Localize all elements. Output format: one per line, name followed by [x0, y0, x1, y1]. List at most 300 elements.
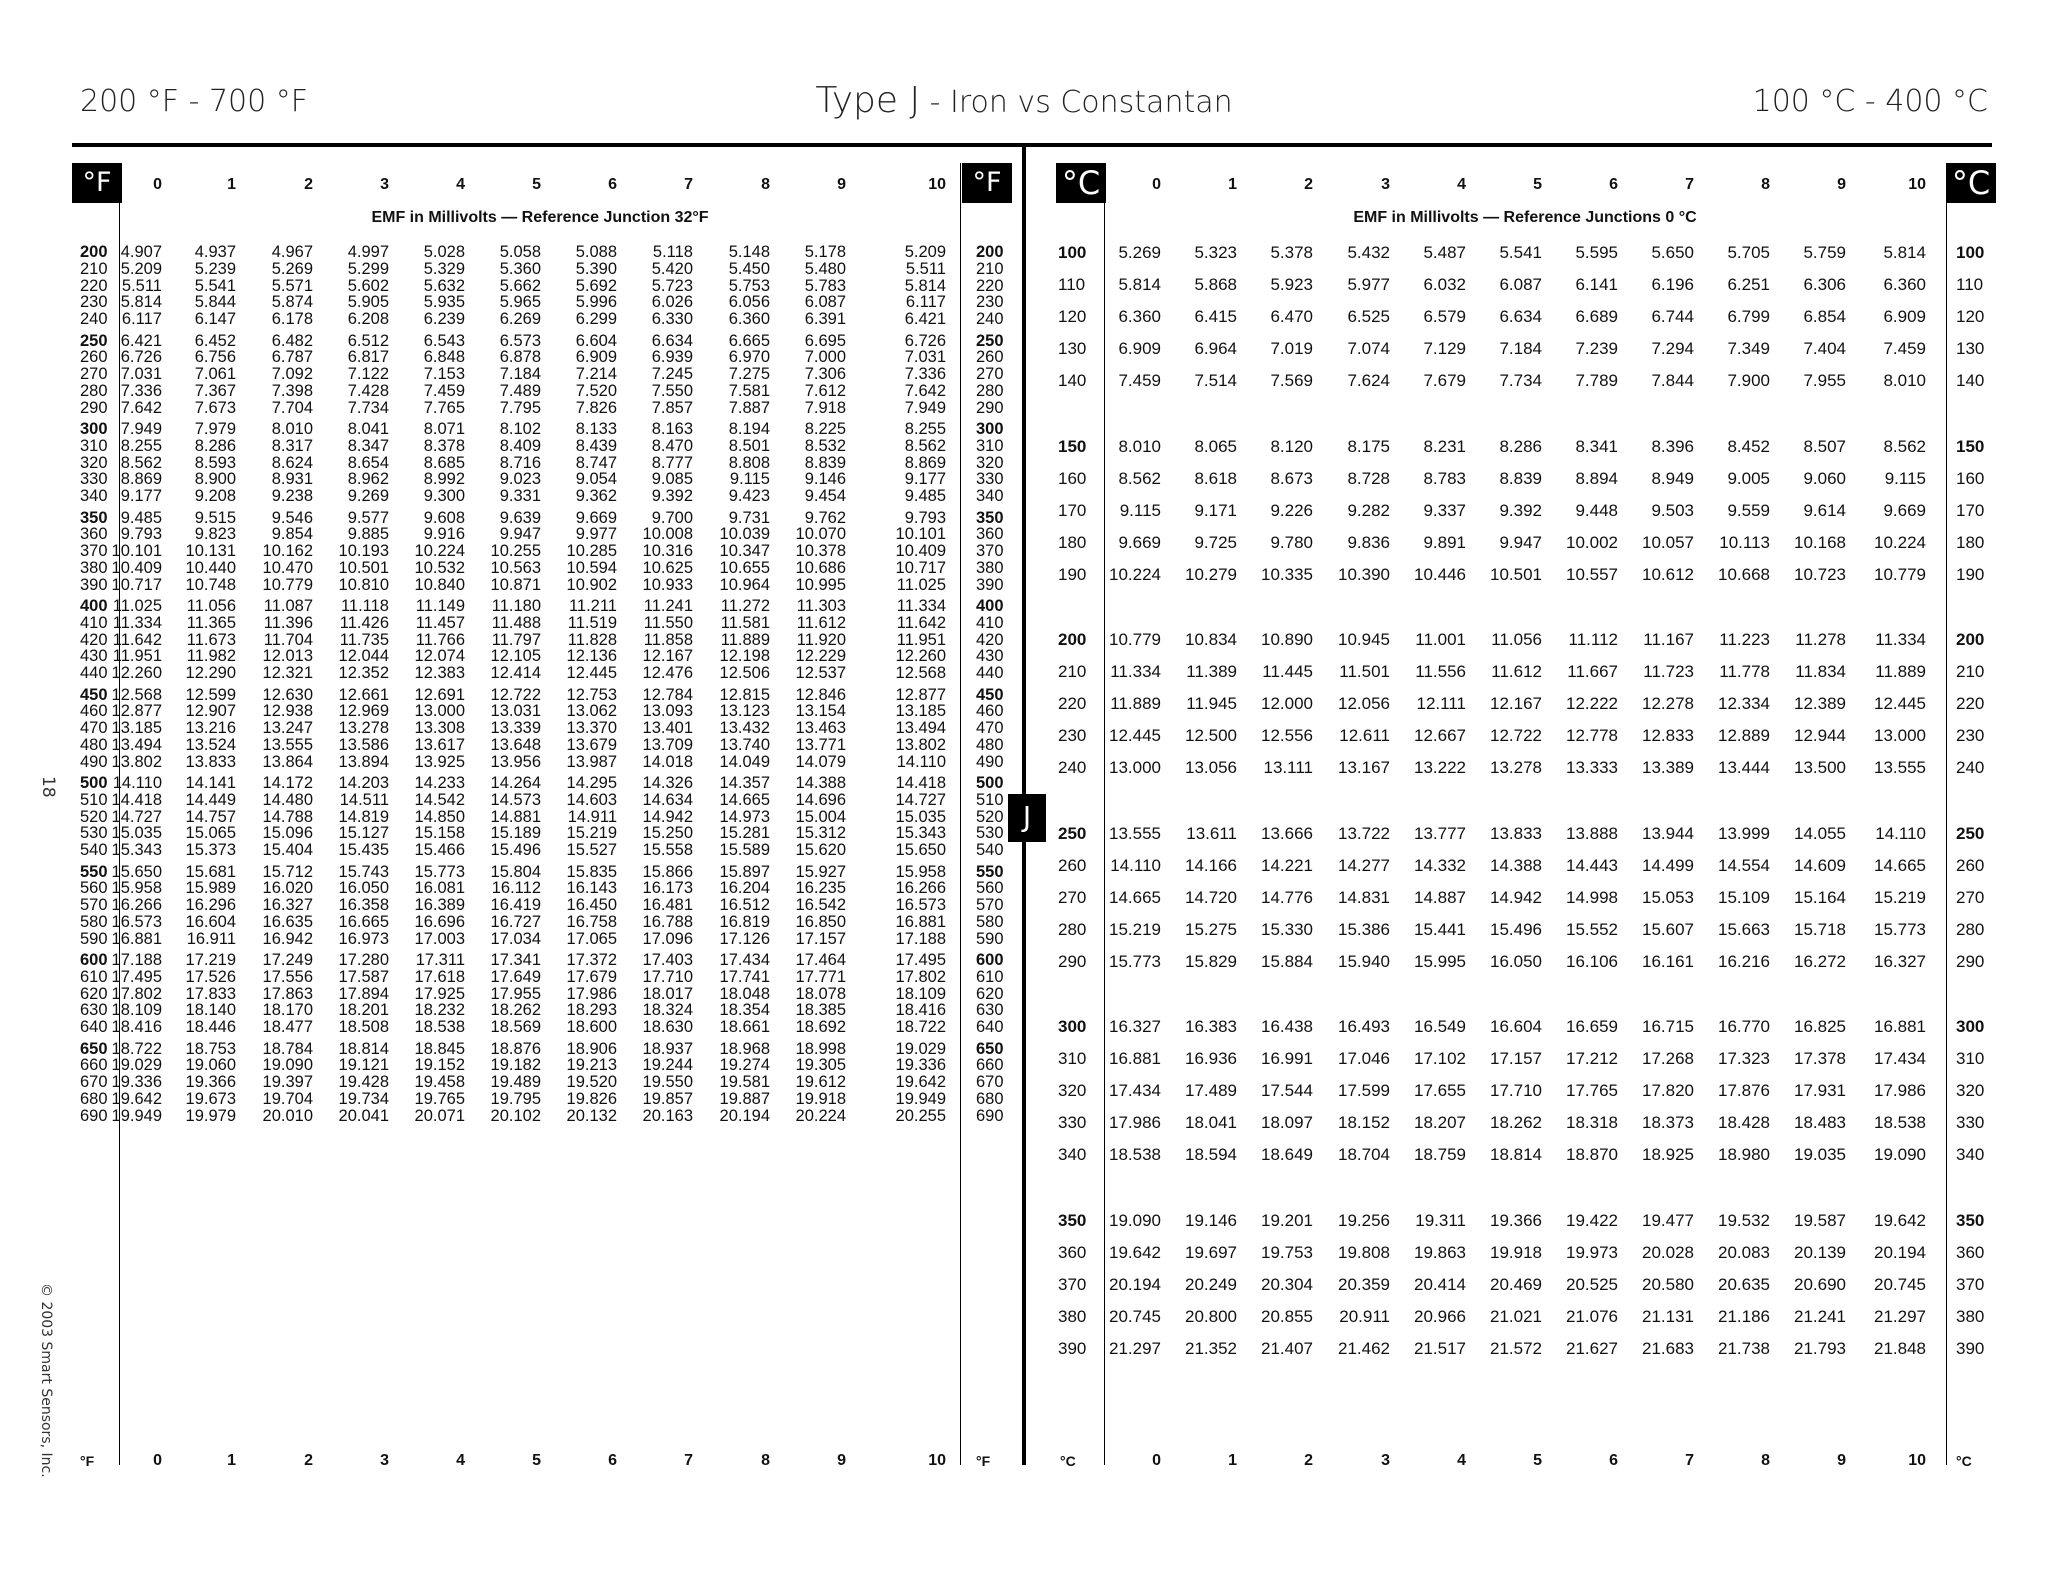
f-row-label: 540: [80, 841, 108, 860]
c-row-label-right: 210: [1956, 662, 1985, 681]
c-emf-value: 14.443: [1566, 855, 1618, 875]
f-emf-value: 15.712: [262, 862, 313, 881]
f-emf-value: 7.918: [804, 398, 846, 417]
c-emf-value: 8.120: [1270, 436, 1313, 456]
f-emf-value: 15.312: [795, 824, 846, 843]
f-row-label: 330: [80, 470, 108, 489]
f-emf-value: 8.286: [194, 436, 236, 455]
c-emf-value: 6.141: [1575, 275, 1618, 294]
f-emf-value: 19.765: [414, 1089, 465, 1108]
c-emf-value: 16.936: [1185, 1049, 1237, 1068]
c-emf-value: 17.268: [1642, 1049, 1694, 1068]
f-emf-value: 18.753: [185, 1039, 236, 1058]
c-emf-value: 7.294: [1651, 339, 1694, 358]
f-emf-value: 16.819: [719, 912, 770, 931]
c-emf-value: 15.663: [1718, 919, 1770, 939]
f-emf-value: 12.476: [642, 664, 693, 683]
f-emf-value: 10.810: [338, 575, 389, 594]
c-emf-value: 17.820: [1642, 1081, 1694, 1100]
f-emf-value: 9.885: [347, 525, 389, 544]
f-row-label: 690: [80, 1106, 108, 1125]
c-emf-value: 12.000: [1261, 694, 1313, 713]
c-emf-value: 14.332: [1414, 855, 1466, 875]
f-emf-value: 13.709: [642, 735, 693, 754]
f-emf-value: 10.347: [719, 542, 770, 561]
c-emf-value: 21.683: [1642, 1338, 1694, 1358]
f-emf-value: 15.404: [262, 841, 313, 860]
c-emf-value: 5.432: [1347, 243, 1390, 262]
f-emf-value: 13.062: [566, 702, 617, 721]
f-emf-value: 15.004: [795, 807, 846, 826]
f-row-label-right: 550: [976, 862, 1004, 881]
f-emf-value: 8.133: [575, 420, 617, 438]
f-emf-value: 12.321: [262, 664, 313, 683]
f-emf-value: 18.845: [414, 1039, 465, 1058]
c-emf-value: 10.945: [1338, 630, 1390, 649]
f-emf-value: 5.480: [804, 259, 846, 278]
c-emf-value: 6.744: [1651, 307, 1694, 326]
c-emf-value: 17.212: [1566, 1049, 1618, 1068]
f-emf-value: 8.255: [904, 420, 946, 438]
c-emf-value: 12.167: [1490, 694, 1542, 713]
f-emf-value: 16.050: [338, 879, 389, 898]
c-emf-value: 8.839: [1499, 468, 1542, 488]
f-emf-value: 18.170: [262, 1001, 313, 1020]
f-emf-value: 14.357: [719, 774, 770, 792]
f-emf-value: 8.470: [651, 436, 693, 455]
c-emf-value: 9.337: [1423, 500, 1466, 520]
f-emf-value: 10.902: [566, 575, 617, 594]
f-emf-value: 12.352: [338, 664, 389, 683]
f-emf-value: 14.418: [895, 774, 946, 792]
c-emf-value: 20.855: [1261, 1306, 1313, 1326]
f-emf-value: 8.900: [194, 470, 236, 489]
c-row-label-right: 330: [1956, 1113, 1985, 1132]
f-emf-value: 14.233: [414, 774, 465, 792]
c-emf-value: 5.814: [1118, 275, 1161, 294]
f-emf-value: 5.814: [904, 276, 946, 295]
c-emf-value: 6.196: [1651, 275, 1694, 294]
f-emf-value: 13.185: [111, 719, 162, 738]
f-emf-value: 5.269: [271, 259, 313, 278]
c-emf-value: 17.710: [1490, 1081, 1542, 1100]
c-emf-value: 15.053: [1642, 887, 1694, 907]
f-emf-value: 18.078: [795, 984, 846, 1003]
f-emf-value: 17.188: [895, 929, 946, 948]
f-emf-value: 7.979: [194, 420, 236, 438]
f-emf-value: 7.673: [194, 398, 236, 417]
f-emf-value: 16.573: [111, 912, 162, 931]
c-emf-value: 12.889: [1718, 726, 1770, 745]
c-emf-value: 6.634: [1499, 307, 1542, 326]
f-emf-value: 9.823: [194, 525, 236, 544]
c-emf-value: 13.777: [1414, 823, 1466, 843]
f-emf-value: 18.109: [895, 984, 946, 1003]
f-emf-value: 6.117: [121, 310, 162, 329]
c-emf-value: 13.722: [1338, 823, 1390, 843]
c-emf-value: 5.323: [1194, 243, 1237, 262]
f-emf-value: 13.648: [490, 735, 541, 754]
c-emf-value: 7.239: [1575, 339, 1618, 358]
c-emf-value: 15.607: [1642, 919, 1694, 939]
f-row-label-right: 650: [976, 1039, 1004, 1058]
f-emf-value: 14.542: [414, 790, 465, 809]
f-emf-value: 5.632: [423, 276, 465, 295]
c-emf-value: 19.366: [1490, 1210, 1542, 1230]
c-emf-value: 17.102: [1414, 1049, 1466, 1068]
c-emf-value: 7.734: [1499, 371, 1542, 390]
c-emf-value: 16.216: [1718, 951, 1770, 971]
c-row-label: 110: [1058, 275, 1086, 294]
c-emf-value: 11.001: [1415, 630, 1466, 649]
f-emf-value: 13.586: [338, 735, 389, 754]
f-emf-value: 12.105: [490, 647, 541, 666]
f-emf-value: 17.802: [111, 984, 162, 1003]
f-emf-value: 18.232: [414, 1001, 465, 1020]
f-emf-value: 7.459: [423, 381, 465, 400]
f-emf-value: 19.274: [719, 1056, 770, 1075]
f-emf-value: 9.977: [575, 525, 617, 544]
f-emf-value: 8.102: [499, 420, 541, 438]
f-emf-value: 8.532: [804, 436, 846, 455]
c-emf-value: 18.980: [1718, 1145, 1770, 1164]
c-emf-value: 17.599: [1338, 1081, 1390, 1100]
c-emf-value: 18.483: [1794, 1113, 1846, 1132]
f-row-label: 480: [80, 735, 108, 754]
f-row-label-right: 330: [976, 470, 1004, 489]
f-emf-value: 8.010: [271, 420, 313, 438]
f-row-label-right: 480: [976, 735, 1004, 754]
f-emf-value: 6.026: [651, 293, 693, 312]
c-row-label: 250: [1058, 823, 1087, 843]
c-emf-value: 15.219: [1874, 887, 1926, 907]
f-row-label-right: 380: [976, 558, 1004, 577]
c-emf-value: 5.705: [1727, 243, 1770, 262]
c-row-label: 360: [1058, 1242, 1087, 1262]
f-emf-value: 19.090: [262, 1056, 313, 1075]
f-row-label: 310: [80, 436, 108, 455]
f-row-label-right: 280: [976, 381, 1004, 400]
f-emf-value: 19.979: [185, 1106, 236, 1125]
f-emf-value: 5.692: [575, 276, 617, 295]
c-emf-value: 5.650: [1651, 243, 1694, 262]
f-row-label: 200: [80, 243, 108, 261]
f-emf-value: 8.562: [120, 453, 162, 472]
c-row-label-right: 250: [1956, 823, 1985, 843]
f-emf-value: 9.916: [423, 525, 465, 544]
f-emf-value: 15.958: [895, 862, 946, 881]
c-emf-value: 20.800: [1185, 1306, 1237, 1326]
c-row-label-right: 370: [1956, 1274, 1985, 1294]
f-emf-value: 11.303: [796, 597, 846, 615]
f-emf-value: 16.604: [185, 912, 236, 931]
c-emf-value: 12.722: [1490, 726, 1542, 745]
f-emf-value: 17.403: [642, 951, 693, 969]
c-emf-value: 16.438: [1261, 1017, 1313, 1036]
f-emf-value: 11.334: [896, 597, 946, 615]
c-emf-value: 13.833: [1490, 823, 1542, 843]
f-emf-value: 8.747: [575, 453, 617, 472]
f-row-label: 320: [80, 453, 108, 472]
f-emf-value: 16.911: [186, 929, 236, 948]
f-right-rule: [960, 163, 961, 1465]
c-emf-value: 7.844: [1651, 371, 1694, 390]
f-emf-value: 15.127: [338, 824, 389, 843]
f-emf-value: 19.704: [262, 1089, 313, 1108]
c-emf-value: 21.186: [1718, 1306, 1770, 1326]
f-emf-value: 11.982: [186, 647, 236, 666]
f-emf-value: 12.722: [490, 685, 541, 704]
f-emf-value: 17.556: [262, 967, 313, 986]
c-row-label: 240: [1058, 758, 1087, 777]
f-row-label: 460: [80, 702, 108, 721]
f-emf-value: 6.452: [194, 331, 236, 350]
f-emf-value: 5.118: [652, 243, 693, 261]
c-emf-value: 15.773: [1109, 951, 1161, 971]
c-emf-value: 21.627: [1566, 1338, 1618, 1358]
c-emf-value: 6.964: [1194, 339, 1237, 358]
f-emf-value: 7.550: [651, 381, 693, 400]
f-emf-value: 17.741: [719, 967, 770, 986]
f-emf-value: 7.612: [804, 381, 846, 400]
f-row-label-right: 420: [976, 630, 1004, 649]
f-row-label-right: 530: [976, 824, 1004, 843]
c-emf-value: 7.789: [1575, 371, 1618, 390]
title-type: Type J: [815, 80, 921, 121]
celsius-footer-unit-left: °C: [1060, 1453, 1076, 1469]
f-emf-value: 12.506: [719, 664, 770, 683]
f-emf-value: 15.189: [490, 824, 541, 843]
f-emf-value: 13.925: [414, 752, 465, 771]
c-emf-value: 21.738: [1718, 1338, 1770, 1358]
f-emf-value: 19.918: [795, 1089, 846, 1108]
f-emf-value: 10.378: [795, 542, 846, 561]
f-emf-value: 19.336: [111, 1073, 162, 1092]
f-emf-value: 14.049: [719, 752, 770, 771]
f-emf-value: 14.665: [719, 790, 770, 809]
f-emf-value: 6.634: [651, 331, 693, 350]
c-emf-value: 19.918: [1490, 1242, 1542, 1262]
c-emf-value: 7.074: [1347, 339, 1390, 358]
c-emf-value: 14.388: [1490, 855, 1542, 875]
f-emf-value: 12.136: [566, 647, 617, 666]
c-row-label: 220: [1058, 694, 1087, 713]
f-row-label: 450: [80, 685, 108, 704]
f-row-label: 290: [80, 398, 108, 417]
f-emf-value: 12.229: [795, 647, 846, 666]
f-emf-value: 14.819: [338, 807, 389, 826]
f-emf-value: 8.716: [499, 453, 541, 472]
c-emf-value: 6.032: [1423, 275, 1466, 294]
c-row-label-right: 120: [1956, 307, 1985, 326]
f-emf-value: 13.494: [111, 735, 162, 754]
f-emf-value: 10.440: [185, 558, 236, 577]
f-emf-value: 20.163: [642, 1106, 693, 1125]
f-emf-value: 6.817: [347, 348, 389, 367]
f-emf-value: 13.771: [795, 735, 846, 754]
c-emf-value: 13.444: [1718, 758, 1770, 777]
f-emf-value: 18.477: [262, 1018, 313, 1037]
f-emf-value: 20.132: [566, 1106, 617, 1125]
f-emf-value: 13.833: [185, 752, 236, 771]
f-emf-value: 5.209: [120, 259, 162, 278]
f-emf-value: 8.685: [423, 453, 465, 472]
f-emf-value: 14.573: [490, 790, 541, 809]
f-emf-value: 16.696: [414, 912, 465, 931]
celsius-badge-left: °C: [1056, 163, 1106, 203]
c-emf-value: 12.222: [1566, 694, 1618, 713]
f-emf-value: 18.937: [642, 1039, 693, 1058]
c-emf-value: 12.778: [1566, 726, 1618, 745]
f-emf-value: 19.887: [719, 1089, 770, 1108]
f-emf-value: 10.470: [262, 558, 313, 577]
f-emf-value: 19.520: [566, 1073, 617, 1092]
c-emf-value: 9.780: [1270, 532, 1313, 552]
f-emf-value: 18.354: [719, 1001, 770, 1020]
f-emf-value: 17.280: [338, 951, 389, 969]
f-emf-value: 9.177: [904, 470, 946, 489]
c-emf-value: 14.831: [1338, 887, 1390, 907]
c-emf-value: 16.604: [1490, 1017, 1542, 1036]
f-emf-value: 7.704: [271, 398, 313, 417]
c-emf-value: 15.386: [1338, 919, 1390, 939]
f-emf-value: 12.846: [795, 685, 846, 704]
f-emf-value: 11.735: [339, 630, 389, 649]
c-emf-value: 7.624: [1347, 371, 1390, 390]
c-emf-value: 19.973: [1566, 1242, 1618, 1262]
f-emf-value: 18.385: [795, 1001, 846, 1020]
c-emf-value: 11.056: [1491, 630, 1542, 649]
c-emf-value: 19.201: [1261, 1210, 1313, 1230]
c-emf-value: 13.333: [1566, 758, 1618, 777]
c-emf-value: 7.459: [1118, 371, 1161, 390]
c-emf-value: 18.759: [1414, 1145, 1466, 1164]
f-row-label-right: 370: [976, 542, 1004, 561]
f-emf-value: 5.299: [347, 259, 389, 278]
f-emf-value: 17.495: [111, 967, 162, 986]
f-emf-value: 10.501: [338, 558, 389, 577]
c-row-label-right: 220: [1956, 694, 1985, 713]
f-emf-value: 10.409: [111, 558, 162, 577]
f-row-label: 470: [80, 719, 108, 738]
fahrenheit-badge-right: °F: [962, 163, 1012, 203]
f-emf-value: 15.096: [262, 824, 313, 843]
f-emf-value: 8.624: [271, 453, 313, 472]
f-emf-value: 10.070: [795, 525, 846, 544]
f-emf-value: 15.681: [185, 862, 236, 881]
f-emf-value: 19.857: [642, 1089, 693, 1108]
f-emf-value: 10.193: [338, 542, 389, 561]
f-emf-value: 9.793: [904, 508, 946, 527]
c-row-label: 260: [1058, 855, 1087, 875]
c-emf-value: 20.194: [1874, 1242, 1926, 1262]
f-emf-value: 20.071: [414, 1106, 465, 1125]
c-emf-value: 16.493: [1338, 1017, 1390, 1036]
copyright: © 2003 Smart Sensors, Inc.: [38, 1283, 54, 1478]
f-emf-value: 18.722: [895, 1018, 946, 1037]
f-emf-value: 11.797: [491, 630, 541, 649]
f-emf-value: 9.793: [120, 525, 162, 544]
f-emf-value: 6.269: [499, 310, 541, 329]
f-emf-value: 7.031: [120, 365, 162, 384]
c-emf-value: 10.335: [1261, 564, 1313, 584]
f-emf-value: 16.081: [414, 879, 465, 898]
c-emf-value: 21.021: [1490, 1306, 1542, 1326]
c-emf-value: 14.499: [1642, 855, 1694, 875]
f-emf-value: 16.881: [111, 929, 162, 948]
f-row-label-right: 490: [976, 752, 1004, 771]
c-emf-value: 9.448: [1575, 500, 1618, 520]
f-emf-value: 8.317: [271, 436, 313, 455]
c-col-footer-7: 7: [1685, 1452, 1694, 1469]
c-emf-value: 12.278: [1642, 694, 1694, 713]
c-col-header-3: 3: [1381, 176, 1390, 193]
f-emf-value: 17.679: [566, 967, 617, 986]
c-emf-value: 18.041: [1185, 1113, 1237, 1132]
f-emf-value: 10.008: [642, 525, 693, 544]
c-emf-value: 15.275: [1185, 919, 1237, 939]
f-emf-value: 17.372: [566, 951, 617, 969]
f-emf-value: 8.409: [499, 436, 541, 455]
f-emf-value: 12.383: [414, 664, 465, 683]
f-row-label-right: 660: [976, 1056, 1004, 1075]
c-emf-value: 7.129: [1423, 339, 1466, 358]
f-emf-value: 9.115: [729, 470, 770, 489]
f-emf-value: 11.426: [339, 613, 389, 632]
f-emf-value: 7.306: [804, 365, 846, 384]
c-emf-value: 11.889: [1110, 694, 1161, 713]
f-row-label: 410: [80, 613, 108, 632]
f-emf-value: 16.573: [895, 896, 946, 915]
c-emf-value: 17.655: [1414, 1081, 1466, 1100]
f-emf-value: 8.194: [728, 420, 770, 438]
f-emf-value: 15.927: [795, 862, 846, 881]
c-emf-value: 9.060: [1803, 468, 1846, 488]
c-emf-value: 11.834: [1795, 662, 1846, 681]
f-emf-value: 7.734: [347, 398, 389, 417]
f-emf-value: 14.388: [795, 774, 846, 792]
f-emf-value: 12.907: [185, 702, 236, 721]
c-row-label: 320: [1058, 1081, 1087, 1100]
f-row-label-right: 460: [976, 702, 1004, 721]
f-row-label: 530: [80, 824, 108, 843]
f-emf-value: 15.496: [490, 841, 541, 860]
c-emf-value: 14.554: [1718, 855, 1770, 875]
f-emf-value: 5.178: [804, 243, 846, 261]
c-row-label-right: 160: [1956, 468, 1985, 488]
c-emf-value: 8.065: [1194, 436, 1237, 456]
f-emf-value: 17.126: [719, 929, 770, 948]
c-emf-value: 17.378: [1794, 1049, 1846, 1068]
f-emf-value: 5.450: [728, 259, 770, 278]
f-emf-value: 12.661: [338, 685, 389, 704]
f-emf-value: 16.389: [414, 896, 465, 915]
f-emf-value: 7.949: [904, 398, 946, 417]
f-emf-value: 16.112: [491, 879, 541, 898]
f-emf-value: 11.457: [415, 613, 465, 632]
c-col-header-10: 10: [1908, 176, 1926, 193]
f-emf-value: 20.010: [262, 1106, 313, 1125]
f-emf-value: 14.110: [112, 774, 162, 792]
f-emf-value: 16.296: [185, 896, 236, 915]
f-emf-value: 7.092: [271, 365, 313, 384]
c-emf-value: 19.642: [1109, 1242, 1161, 1262]
f-emf-value: 19.121: [338, 1056, 389, 1075]
f-emf-value: 13.031: [490, 702, 541, 721]
f-emf-value: 18.630: [642, 1018, 693, 1037]
c-row-label: 130: [1058, 339, 1087, 358]
c-emf-value: 16.327: [1874, 951, 1926, 971]
